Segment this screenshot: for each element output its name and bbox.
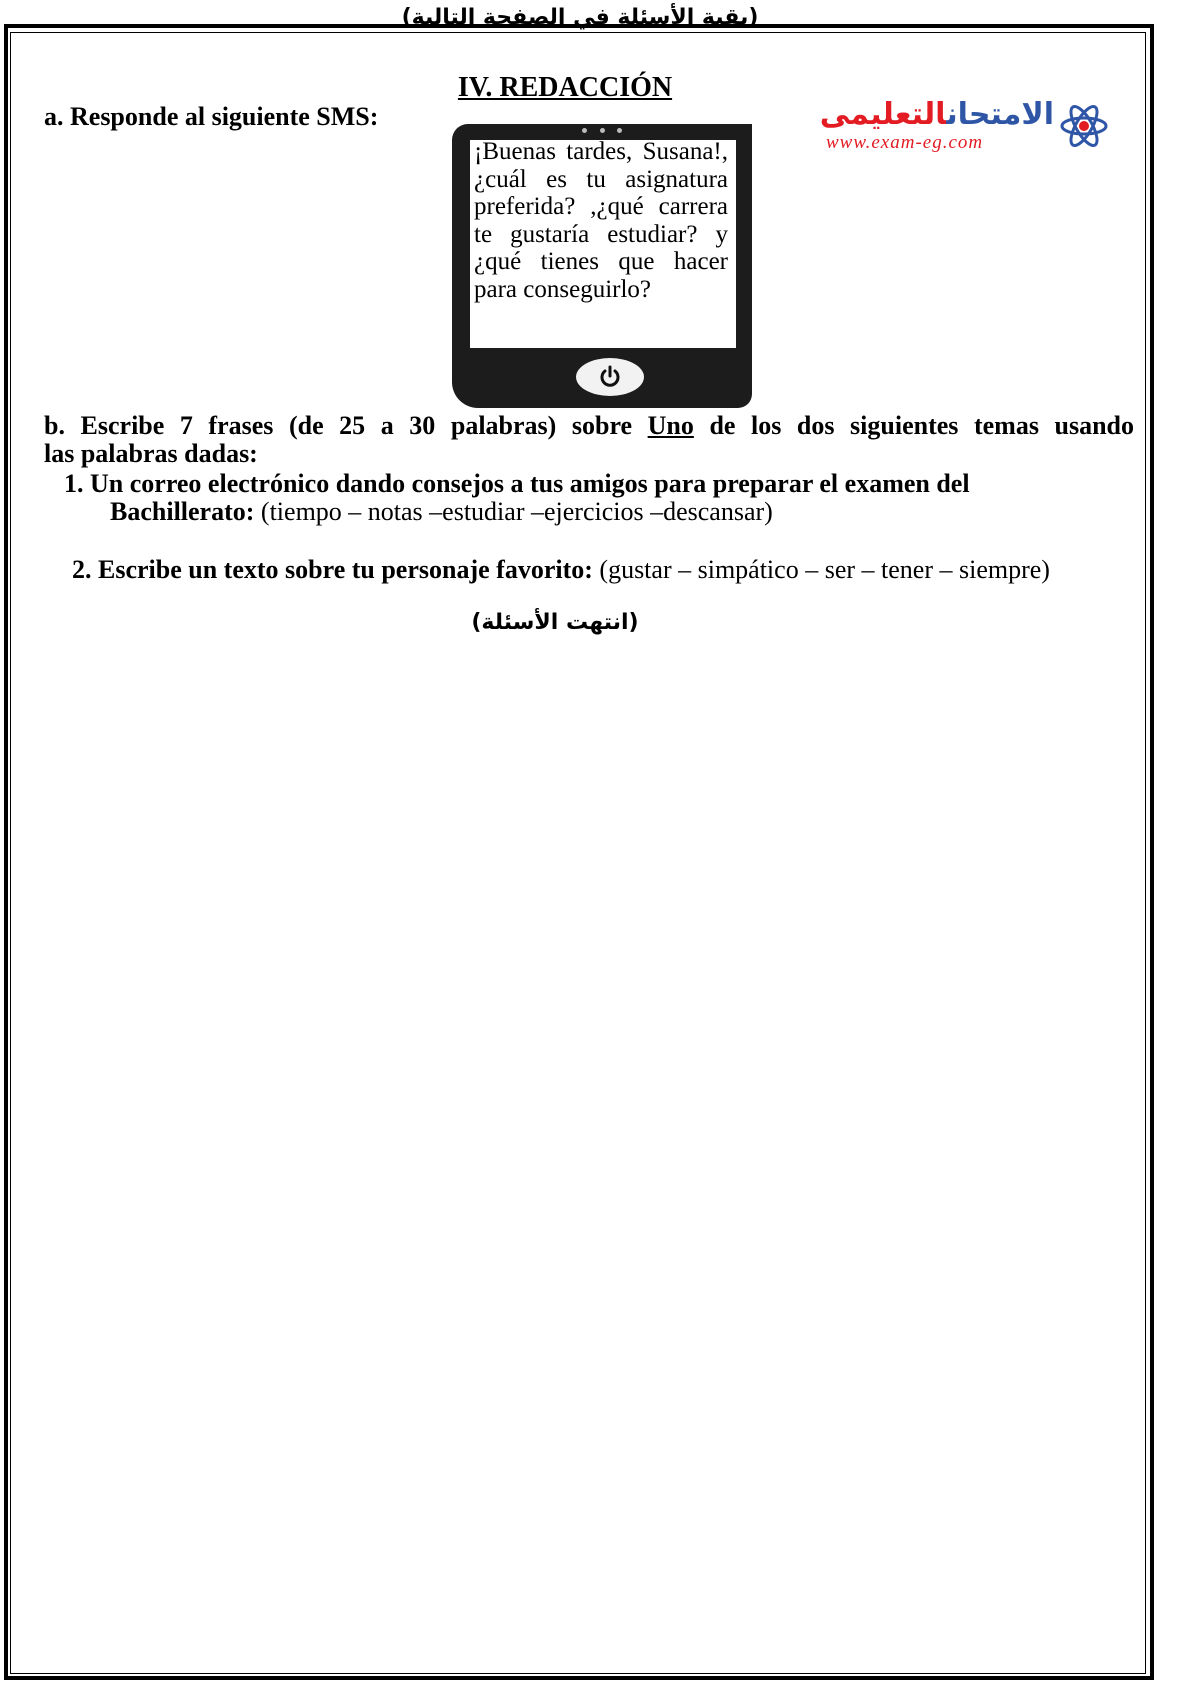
site-logo — [820, 98, 1112, 158]
topic-1-title-line1: Un correo electrónico dando consejos a tus amigos para preparar el examen del — [90, 469, 970, 498]
topic-item-1 — [64, 470, 1134, 526]
phone-speaker — [582, 127, 622, 133]
section-title: IV. REDACCIÓN — [457, 72, 673, 103]
logo-word-2: التعليمى — [819, 97, 947, 132]
topic-2-title: Escribe un texto sobre tu personaje favorito: — [98, 555, 593, 584]
question-a-label: a. Responde al siguiente SMS: — [44, 102, 379, 131]
logo-word-1: الامتحان — [946, 97, 1054, 132]
topic-2-words: (gustar – simpático – ser – tener – siempre) — [592, 555, 1050, 584]
end-note: (انتهت الأسئلة) — [471, 610, 639, 635]
question-b-text-before: b. Escribe 7 frases (de 25 a 30 palabras) sobre — [44, 411, 648, 440]
question-b-underlined: Uno — [647, 411, 694, 440]
continued-note: (بقية الأسئلة في الصفحة التالية) — [401, 5, 759, 30]
power-icon — [576, 358, 644, 396]
question-b-label — [44, 412, 1134, 468]
topic-1-number: 1. — [64, 469, 84, 498]
question-b-line1 — [44, 412, 1134, 440]
sms-message: ¡Buenas tardes, Susana!, ¿cuál es tu asignatura preferida? ,¿qué carrera te gustaría estudiar? y ¿qué tienes que hacer para conseguirlo? — [474, 138, 728, 303]
question-b-line2: las palabras dadas: — [44, 439, 258, 468]
topic-item-2 — [72, 556, 1072, 584]
logo-url: www.exam-eg.com — [826, 132, 984, 153]
topic-1-words: (tiempo – notas –estudiar –ejercicios –descansar) — [254, 497, 773, 526]
topic-1-title-line2: Bachillerato: — [110, 497, 255, 526]
phone-illustration — [452, 124, 752, 408]
topic-1-line2 — [64, 498, 1134, 526]
question-b-text-after: de los dos siguientes temas usando — [693, 411, 1134, 440]
logo-arabic-text — [819, 97, 1054, 132]
topic-2-number: 2. — [72, 555, 92, 584]
atom-icon — [1058, 100, 1110, 157]
